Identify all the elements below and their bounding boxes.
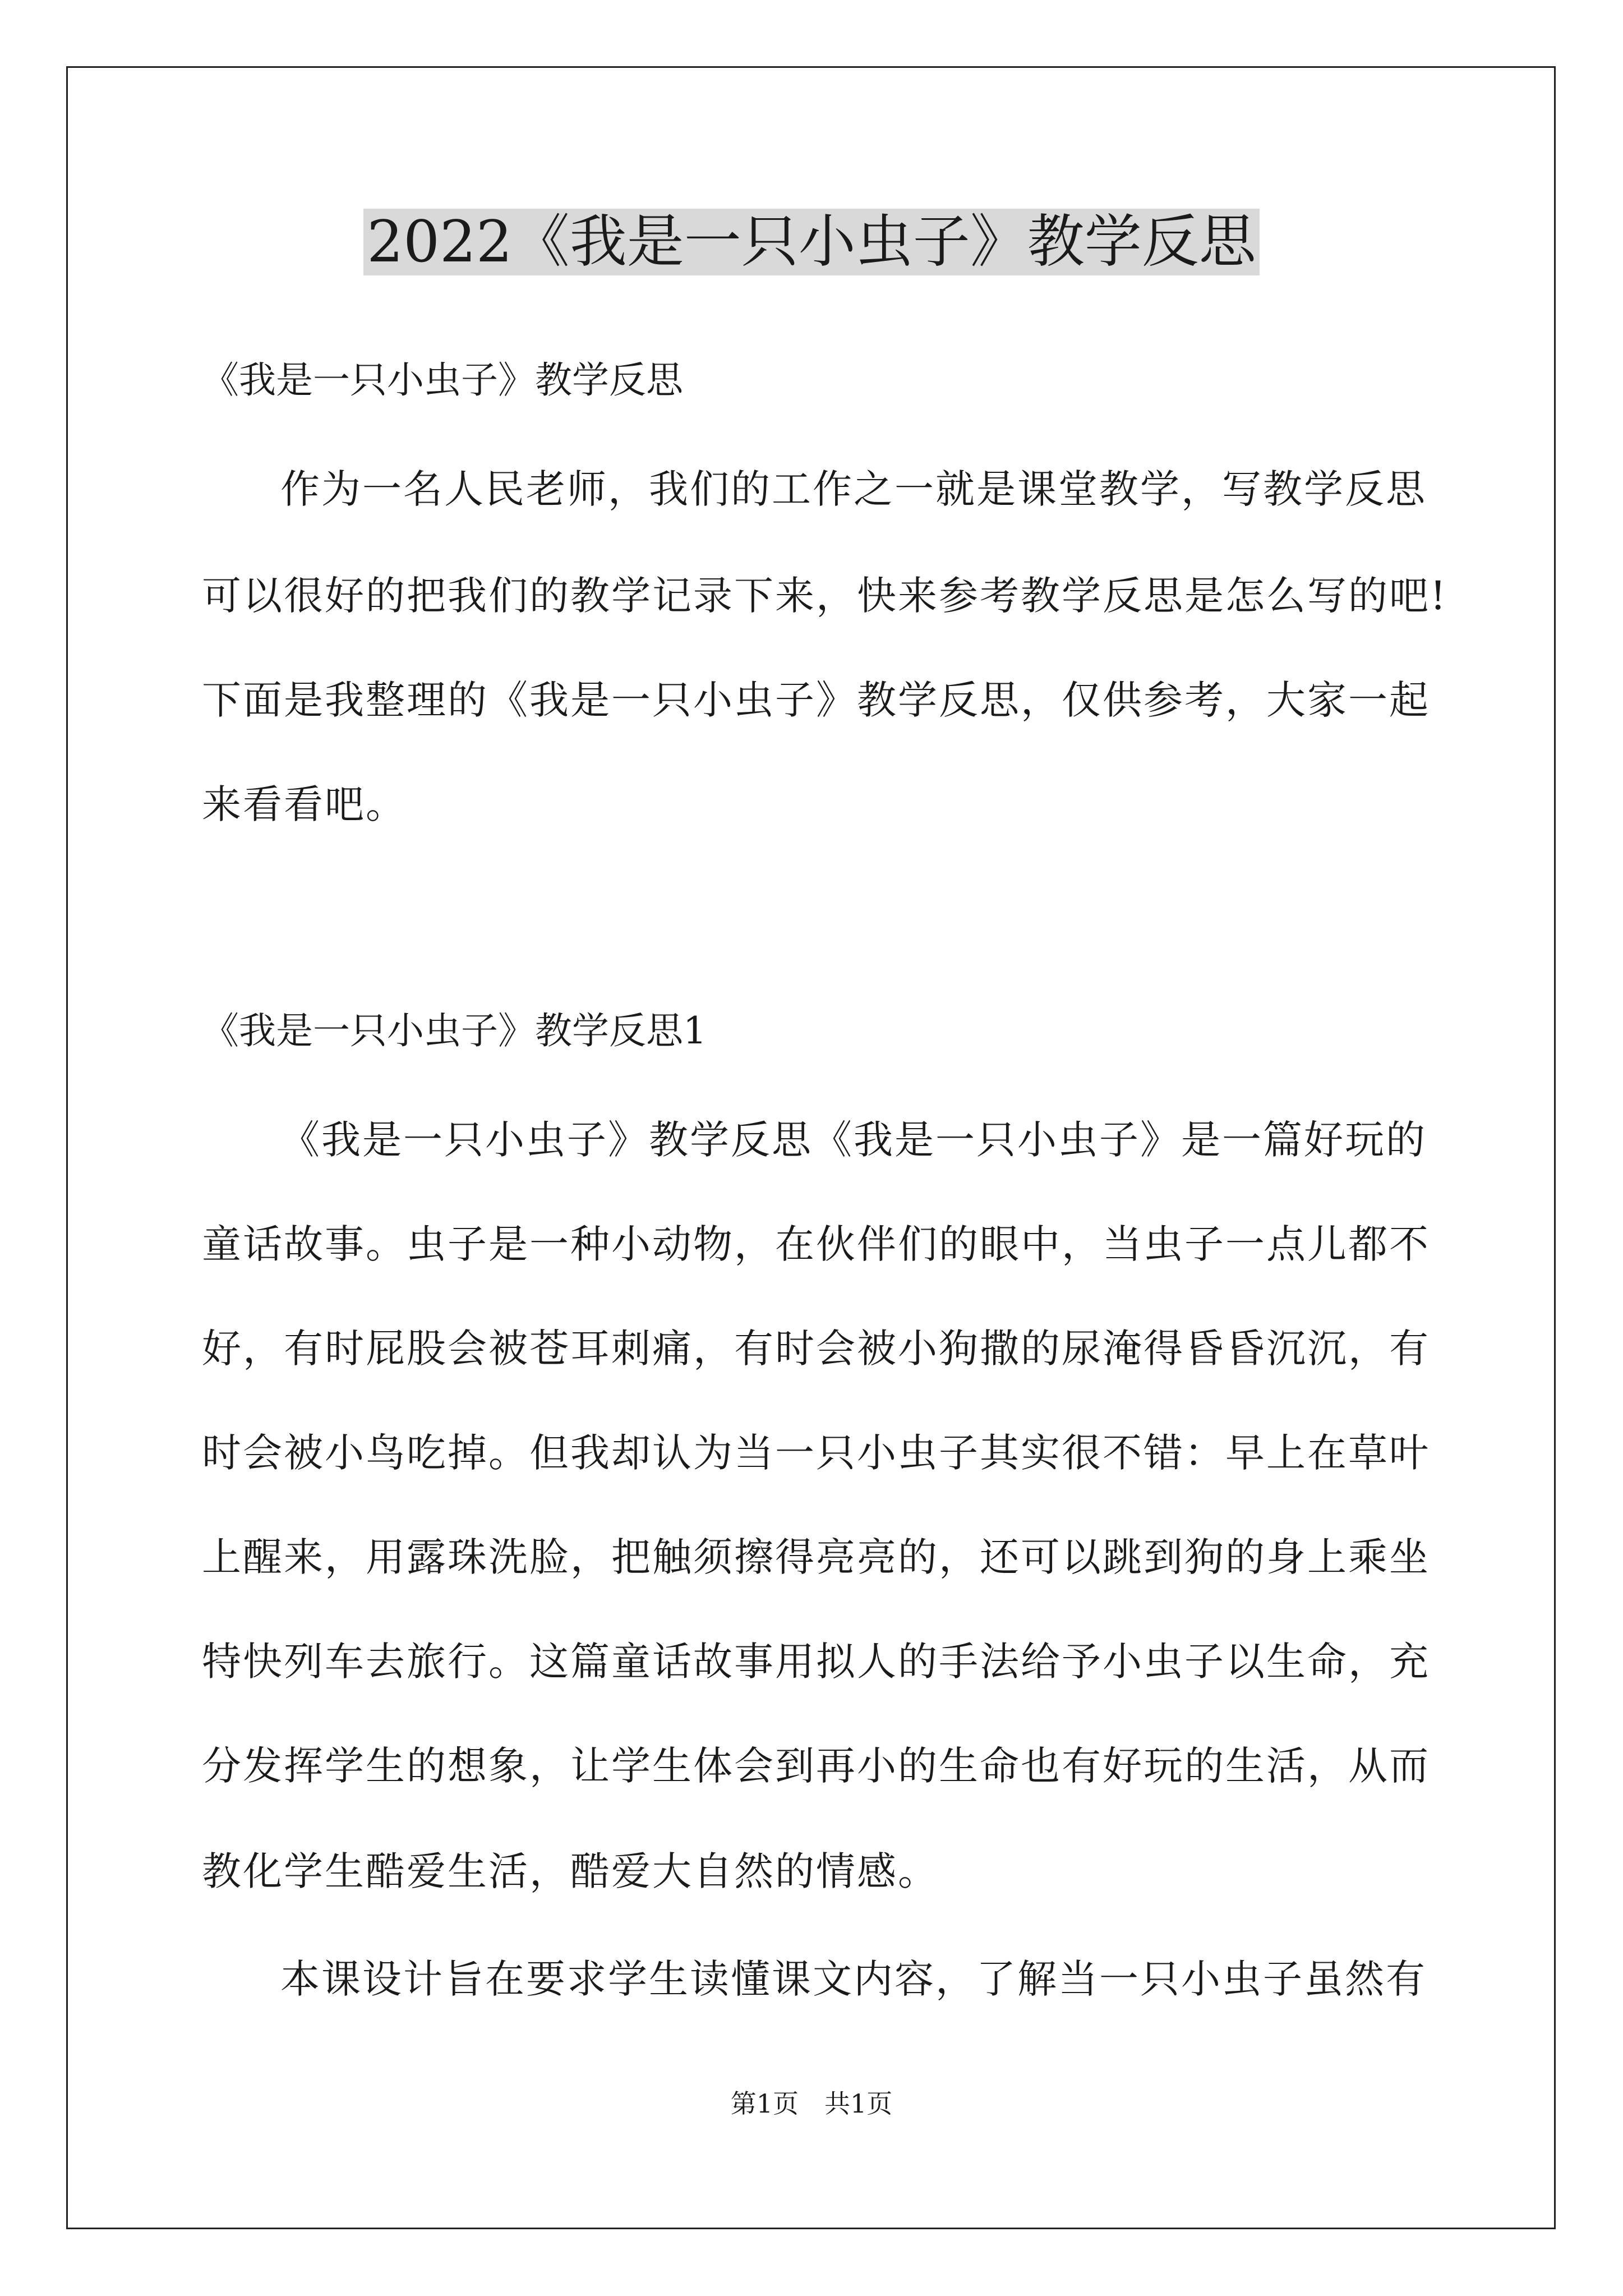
paragraph-line: 本课设计旨在要求学生读懂课文内容，了解当一只小虫子虽然有 bbox=[280, 1956, 1427, 2002]
paragraph-line: 上醒来，用露珠洗脸，把触须擦得亮亮的，还可以跳到狗的身上乘坐 bbox=[202, 1534, 1430, 1580]
paragraph-line: 分发挥学生的想象，让学生体会到再小的生命也有好玩的生活，从而 bbox=[202, 1743, 1430, 1789]
intro-line: 可以很好的把我们的教学记录下来，快来参考教学反思是怎么写的吧! bbox=[202, 573, 1448, 619]
paragraph-line: 时会被小鸟吃掉。但我却认为当一只小虫子其实很不错：早上在草叶 bbox=[202, 1430, 1430, 1476]
paragraph-line: 童话故事。虫子是一种小动物，在伙伴们的眼中，当虫子一点儿都不 bbox=[202, 1221, 1430, 1267]
paragraph-line: 特快列车去旅行。这篇童话故事用拟人的手法给予小虫子以生命，充 bbox=[202, 1639, 1430, 1685]
subtitle-heading: 《我是一只小虫子》教学反思 bbox=[202, 358, 683, 402]
intro-line: 来看看吧。 bbox=[202, 781, 407, 827]
section-heading: 《我是一只小虫子》教学反思1 bbox=[202, 1009, 707, 1052]
paragraph-line: 教化学生酷爱生活，酷爱大自然的情感。 bbox=[202, 1848, 939, 1894]
intro-line: 下面是我整理的《我是一只小虫子》教学反思，仅供参考，大家一起 bbox=[202, 677, 1430, 723]
document-title bbox=[0, 203, 1623, 282]
paragraph-line: 好，有时屁股会被苍耳刺痛，有时会被小狗撒的尿淹得昏昏沉沉，有 bbox=[202, 1326, 1430, 1372]
paragraph-line: 《我是一只小虫子》教学反思《我是一只小虫子》是一篇好玩的 bbox=[280, 1117, 1427, 1163]
intro-line: 作为一名人民老师，我们的工作之一就是课堂教学，写教学反思 bbox=[280, 466, 1427, 512]
page-footer: 第1页 共1页 bbox=[730, 2088, 893, 2119]
document-title-text: 2022《我是一只小虫子》教学反思 bbox=[363, 209, 1260, 275]
